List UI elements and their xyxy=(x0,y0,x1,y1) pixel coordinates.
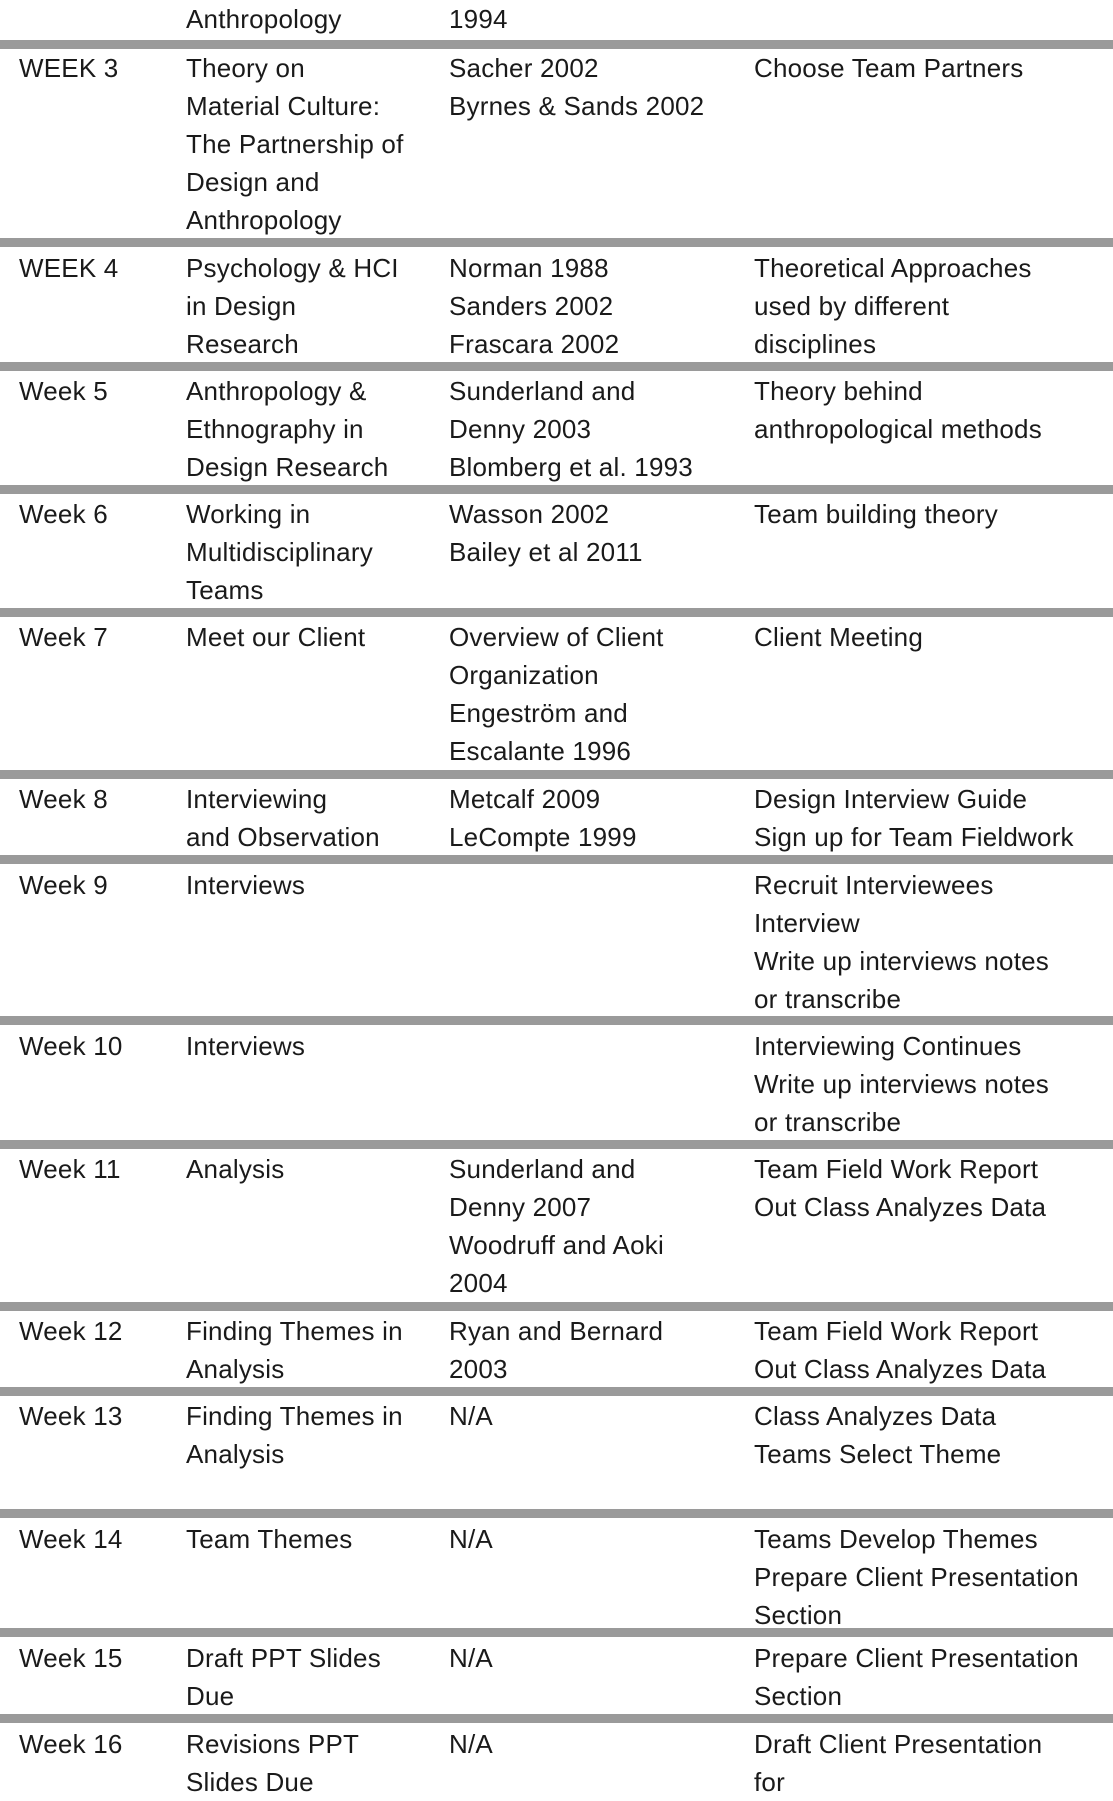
readings-cell-line: Denny 2007 xyxy=(449,1192,592,1222)
row-divider xyxy=(0,855,1113,864)
activities-cell-line: or transcribe xyxy=(754,984,902,1014)
readings-cell-line: 1994 xyxy=(449,4,508,34)
activities-cell xyxy=(754,1027,1049,1141)
topic-cell-line: Interviewing xyxy=(186,784,328,814)
week-cell xyxy=(19,780,108,818)
activities-cell-line: Team Field Work Report xyxy=(754,1154,1039,1184)
activities-cell-line: Sign up for Team Fieldwork xyxy=(754,822,1074,852)
topic-cell-line: Finding Themes in xyxy=(186,1401,403,1431)
activities-cell-line: Teams Develop Themes xyxy=(754,1524,1038,1554)
week-cell-label: Week 16 xyxy=(19,1729,123,1759)
readings-cell-line: N/A xyxy=(449,1729,493,1759)
activities-cell xyxy=(754,49,1023,87)
row-divider xyxy=(0,608,1113,617)
activities-cell-line: Theoretical Approaches xyxy=(754,253,1032,283)
readings-cell xyxy=(449,0,508,38)
topic-cell-line: Design and xyxy=(186,167,320,197)
row-divider xyxy=(0,238,1113,247)
readings-cell-line: LeCompte 1999 xyxy=(449,822,637,852)
activities-cell xyxy=(754,1150,1046,1226)
activities-cell xyxy=(754,780,1074,856)
topic-cell xyxy=(186,1312,403,1388)
activities-cell-line: Out Class Analyzes Data xyxy=(754,1354,1047,1384)
activities-cell-line: disciplines xyxy=(754,329,877,359)
row-divider xyxy=(0,40,1113,49)
topic-cell-line: Anthropology & xyxy=(186,376,367,406)
topic-cell xyxy=(186,618,365,656)
topic-cell xyxy=(186,495,373,609)
week-cell xyxy=(19,618,108,656)
week-cell-label: WEEK 4 xyxy=(19,253,119,283)
topic-cell-line: Teams xyxy=(186,575,264,605)
week-cell-label: Week 7 xyxy=(19,622,108,652)
topic-cell-line: Due xyxy=(186,1681,235,1711)
week-cell xyxy=(19,1027,123,1065)
activities-cell xyxy=(754,372,1042,448)
week-cell xyxy=(19,49,118,87)
readings-cell-line: 2004 xyxy=(449,1268,508,1298)
activities-cell xyxy=(754,1397,1001,1473)
readings-cell xyxy=(449,1639,493,1677)
row-divider xyxy=(0,1387,1113,1396)
topic-cell xyxy=(186,1027,305,1065)
readings-cell-line: Sunderland and xyxy=(449,376,636,406)
topic-cell-line: Team Themes xyxy=(186,1524,353,1554)
activities-cell-line: Write up interviews notes xyxy=(754,1069,1049,1099)
readings-cell-line: Escalante 1996 xyxy=(449,736,632,766)
readings-cell xyxy=(449,618,664,770)
readings-cell xyxy=(449,372,693,486)
topic-cell-line: Analysis xyxy=(186,1154,285,1184)
week-cell xyxy=(19,1520,123,1558)
topic-cell-line: The Partnership of xyxy=(186,129,404,159)
week-cell-label: Week 8 xyxy=(19,784,108,814)
week-cell-label: Week 15 xyxy=(19,1643,123,1673)
topic-cell xyxy=(186,1520,352,1558)
topic-cell xyxy=(186,866,305,904)
week-cell-label: Week 6 xyxy=(19,499,108,529)
readings-cell-line: Woodruff and Aoki xyxy=(449,1230,664,1260)
row-divider xyxy=(0,1302,1113,1311)
readings-cell-line: Ryan and Bernard xyxy=(449,1316,664,1346)
activities-cell xyxy=(754,495,998,533)
readings-cell-line: N/A xyxy=(449,1401,493,1431)
readings-cell-line: Denny 2003 xyxy=(449,414,592,444)
activities-cell xyxy=(754,1725,1042,1801)
readings-cell xyxy=(449,1397,493,1435)
topic-cell xyxy=(186,249,399,363)
row-divider xyxy=(0,1714,1113,1723)
readings-cell xyxy=(449,249,619,363)
activities-cell xyxy=(754,618,923,656)
activities-cell-line: Interview xyxy=(754,908,860,938)
activities-cell-line: Class Analyzes Data xyxy=(754,1401,997,1431)
activities-cell-line: Prepare Client Presentation xyxy=(754,1643,1079,1673)
readings-cell-line: Engeström and xyxy=(449,698,628,728)
week-cell-label: Week 9 xyxy=(19,870,108,900)
row-divider xyxy=(0,1509,1113,1518)
activities-cell-line: Recruit Interviewees xyxy=(754,870,994,900)
topic-cell-line: Ethnography in xyxy=(186,414,364,444)
activities-cell xyxy=(754,249,1032,363)
topic-cell-line: Psychology & HCI xyxy=(186,253,399,283)
row-divider xyxy=(0,362,1113,371)
topic-cell xyxy=(186,780,380,856)
activities-cell-line: Design Interview Guide xyxy=(754,784,1028,814)
row-divider xyxy=(0,770,1113,779)
topic-cell-line: Theory on xyxy=(186,53,305,83)
topic-cell xyxy=(186,0,342,38)
topic-cell-line: Working in xyxy=(186,499,311,529)
week-cell xyxy=(19,249,118,287)
week-cell-label: Week 10 xyxy=(19,1031,123,1061)
readings-cell-line: 2003 xyxy=(449,1354,508,1384)
activities-cell-line: Choose Team Partners xyxy=(754,53,1024,83)
topic-cell-line: Draft PPT Slides xyxy=(186,1643,381,1673)
topic-cell-line: and Observation xyxy=(186,822,380,852)
topic-cell-line: Interviews xyxy=(186,870,306,900)
week-cell-label: Week 11 xyxy=(19,1154,121,1184)
readings-cell-line: Wasson 2002 xyxy=(449,499,610,529)
readings-cell-line: Sanders 2002 xyxy=(449,291,614,321)
activities-cell-line: used by different xyxy=(754,291,950,321)
week-cell-label: Week 13 xyxy=(19,1401,123,1431)
week-cell xyxy=(19,1639,123,1677)
activities-cell-line: Out Class Analyzes Data xyxy=(754,1192,1047,1222)
week-cell xyxy=(19,1397,123,1435)
topic-cell-line: Research xyxy=(186,329,299,359)
topic-cell xyxy=(186,1639,381,1715)
topic-cell xyxy=(186,49,404,239)
activities-cell-line: Team building theory xyxy=(754,499,998,529)
readings-cell-line: Organization xyxy=(449,660,599,690)
topic-cell-line: Anthropology xyxy=(186,4,342,34)
readings-cell-line: Norman 1988 xyxy=(449,253,609,283)
readings-cell-line: N/A xyxy=(449,1643,493,1673)
readings-cell xyxy=(449,1312,663,1388)
topic-cell-line: Design Research xyxy=(186,452,389,482)
activities-cell-line: Interviewing Continues xyxy=(754,1031,1022,1061)
week-cell-label: Week 5 xyxy=(19,376,108,406)
readings-cell xyxy=(449,1520,493,1558)
activities-cell-line: Teams Select Theme xyxy=(754,1439,1002,1469)
readings-cell xyxy=(449,495,643,571)
topic-cell xyxy=(186,1725,359,1801)
readings-cell-line: Overview of Client xyxy=(449,622,664,652)
row-divider xyxy=(0,1140,1113,1149)
topic-cell-line: Finding Themes in xyxy=(186,1316,403,1346)
week-cell xyxy=(19,1150,121,1188)
readings-cell-line: Frascara 2002 xyxy=(449,329,620,359)
week-cell xyxy=(19,866,108,904)
topic-cell-line: Slides Due xyxy=(186,1767,314,1797)
topic-cell-line: Revisions PPT xyxy=(186,1729,360,1759)
week-cell-label: Week 12 xyxy=(19,1316,123,1346)
topic-cell xyxy=(186,372,388,486)
row-divider xyxy=(0,485,1113,494)
week-cell-label: WEEK 3 xyxy=(19,53,119,83)
topic-cell-line: Material Culture: xyxy=(186,91,381,121)
activities-cell-line: Section xyxy=(754,1600,843,1630)
readings-cell-line: Metcalf 2009 xyxy=(449,784,601,814)
topic-cell-line: Multidisciplinary xyxy=(186,537,373,567)
topic-cell xyxy=(186,1150,284,1188)
activities-cell xyxy=(754,1639,1079,1715)
activities-cell-line: Client Meeting xyxy=(754,622,923,652)
activities-cell-line: Prepare Client Presentation xyxy=(754,1562,1079,1592)
readings-cell xyxy=(449,1725,493,1763)
week-cell xyxy=(19,372,108,410)
readings-cell-line: N/A xyxy=(449,1524,493,1554)
topic-cell-line: Meet our Client xyxy=(186,622,366,652)
readings-cell xyxy=(449,1150,664,1302)
activities-cell-line: Write up interviews notes xyxy=(754,946,1049,976)
topic-cell-line: Interviews xyxy=(186,1031,306,1061)
week-cell xyxy=(19,495,108,533)
readings-cell xyxy=(449,49,704,125)
readings-cell-line: Sunderland and xyxy=(449,1154,636,1184)
activities-cell-line: for xyxy=(754,1767,785,1797)
topic-cell xyxy=(186,1397,403,1473)
activities-cell xyxy=(754,1520,1079,1634)
activities-cell-line: anthropological methods xyxy=(754,414,1042,444)
week-cell xyxy=(19,1725,123,1763)
readings-cell-line: Blomberg et al. 1993 xyxy=(449,452,693,482)
topic-cell-line: Analysis xyxy=(186,1354,285,1384)
activities-cell-line: Section xyxy=(754,1681,843,1711)
activities-cell xyxy=(754,1312,1046,1388)
topic-cell-line: in Design xyxy=(186,291,297,321)
activities-cell-line: or transcribe xyxy=(754,1107,902,1137)
activities-cell-line: Draft Client Presentation xyxy=(754,1729,1043,1759)
readings-cell xyxy=(449,780,637,856)
readings-cell-line: Byrnes & Sands 2002 xyxy=(449,91,705,121)
topic-cell-line: Anthropology xyxy=(186,205,342,235)
activities-cell-line: Team Field Work Report xyxy=(754,1316,1039,1346)
activities-cell-line: Theory behind xyxy=(754,376,923,406)
readings-cell-line: Sacher 2002 xyxy=(449,53,599,83)
week-cell xyxy=(19,1312,123,1350)
topic-cell-line: Analysis xyxy=(186,1439,285,1469)
activities-cell xyxy=(754,866,1049,1018)
readings-cell-line: Bailey et al 2011 xyxy=(449,537,643,567)
week-cell-label: Week 14 xyxy=(19,1524,123,1554)
